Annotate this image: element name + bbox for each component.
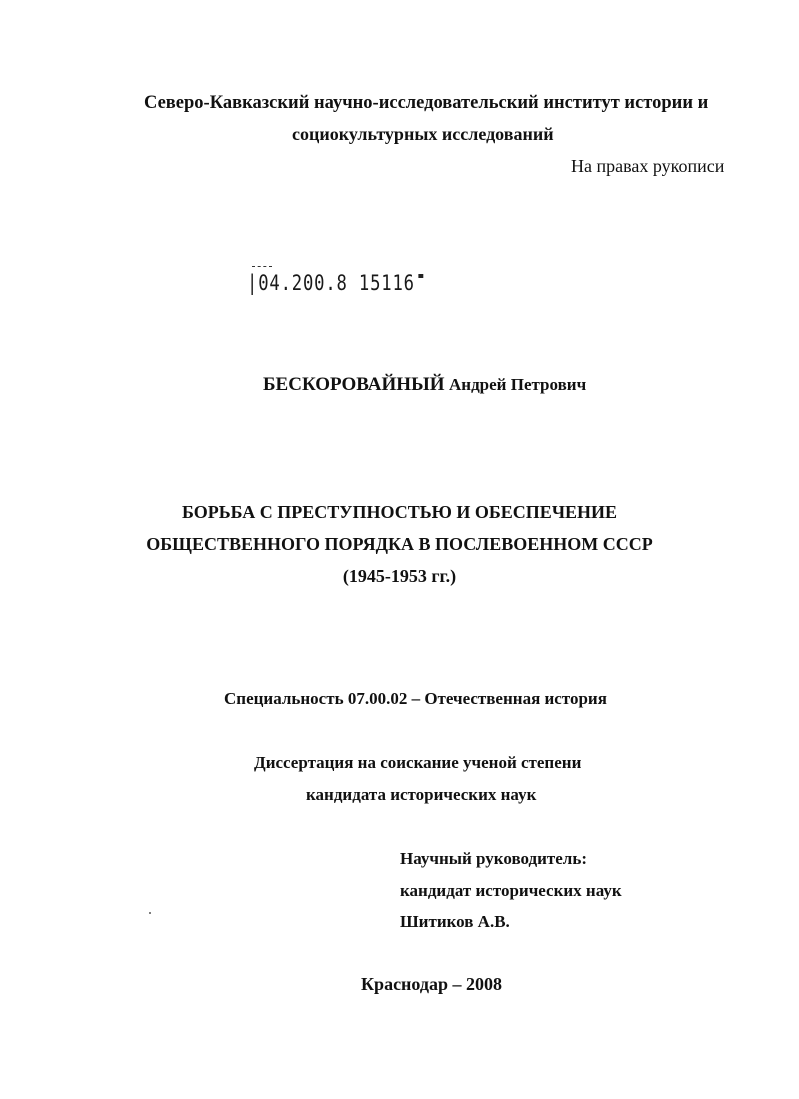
advisor-label: Научный руководитель: bbox=[400, 849, 587, 868]
scan-speck bbox=[149, 912, 151, 914]
author-line bbox=[263, 373, 586, 396]
stamp-dash bbox=[418, 274, 423, 278]
rights-note: На правах рукописи bbox=[571, 156, 725, 176]
library-stamp-number bbox=[247, 268, 423, 298]
title-line-2: ОБЩЕСТВЕННОГО ПОРЯДКА В ПОСЛЕВОЕННОМ СССР bbox=[146, 534, 653, 554]
degree-line-1: Диссертация на соискание ученой степени bbox=[254, 753, 582, 772]
city-year: Краснодар – 2008 bbox=[361, 974, 503, 994]
title-line-3: (1945-1953 гг.) bbox=[342, 566, 457, 586]
degree-line-2: кандидата исторических наук bbox=[306, 785, 537, 804]
institute-line-2: социокультурных исследований bbox=[292, 124, 554, 144]
title-line-1: БОРЬБА С ПРЕСТУПНОСТЬЮ И ОБЕСПЕЧЕНИЕ bbox=[181, 502, 618, 522]
institute-line-1: Северо-Кавказский научно-исследовательский институт истории и bbox=[144, 93, 709, 113]
advisor-degree: кандидат исторических наук bbox=[400, 881, 622, 900]
stamp-number: 04.200.8 15116 bbox=[258, 271, 415, 295]
stamp-prefix: | bbox=[247, 271, 259, 295]
author-surname: БЕСКОРОВАЙНЫЙ bbox=[263, 374, 445, 395]
author-given-names: Андрей Петрович bbox=[449, 375, 587, 394]
advisor-name: Шитиков А.В. bbox=[400, 912, 510, 931]
specialty: Специальность 07.00.02 – Отечественная история bbox=[224, 689, 607, 708]
